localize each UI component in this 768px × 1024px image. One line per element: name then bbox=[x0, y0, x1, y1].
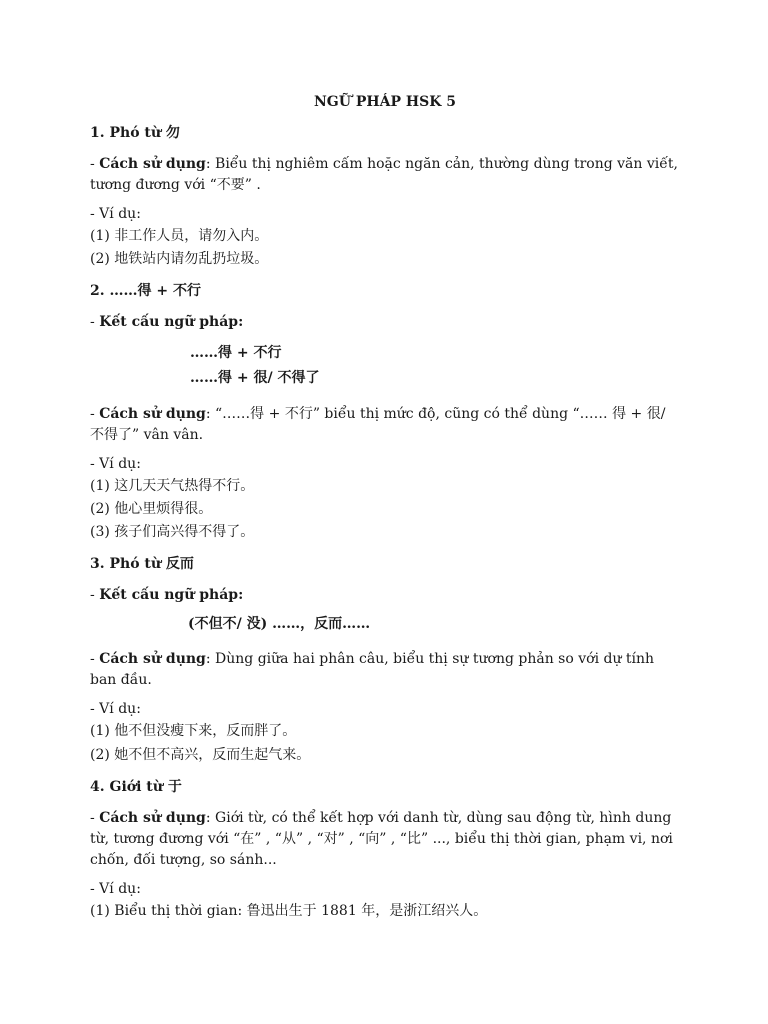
usage-label: Cách sử dụng bbox=[99, 809, 206, 826]
usage-label: Cách sử dụng bbox=[99, 406, 206, 423]
example-sentence: (1) 非工作人员，请勿入内。 bbox=[90, 228, 269, 244]
grammar-formula: ……得 + 很/ 不得了 bbox=[190, 369, 320, 386]
section-4 bbox=[90, 777, 680, 923]
example-sentence: (3) 孩子们高兴得不得了。 bbox=[90, 524, 255, 541]
section-heading: 2. ……得 + 不行 bbox=[90, 283, 201, 300]
usage-text: : Biểu thị nghiêm cấm hoặc ngăn cản, thường dùng trong văn viết, tương đương với “不要” . bbox=[90, 156, 678, 193]
document-title: NGỮ PHÁP HSK 5 bbox=[314, 94, 456, 110]
grammar-formula: ……得 + 不行 bbox=[190, 345, 282, 362]
section-heading: 1. Phó từ 勿 bbox=[90, 125, 180, 141]
structure-label: Kết cấu ngữ pháp bbox=[99, 587, 239, 604]
example-sentence: (1) 这几天天气热得不行。 bbox=[90, 478, 255, 495]
usage-paragraph: - Cách sử dụng: Giới từ, có thể kết hợp với danh từ, dùng sau động từ, hình dung từ, tương đương với “在” , “从” , “对” , “向” , “比” ..., biểu thị thời gian, phạm vi, nơi chốn, đối tượng, so sánh... bbox=[90, 809, 673, 868]
usage-paragraph: - Cách sử dụng: Biểu thị nghiêm cấm hoặc ngăn cản, thường dùng trong văn viết, tương đương với “不要” . bbox=[90, 156, 678, 193]
example-sentence: (2) 她不但不高兴，反而生起气来。 bbox=[90, 746, 311, 763]
formula-block bbox=[90, 341, 680, 390]
usage-text: : Dùng giữa hai phân câu, biểu thị sự tương phản so với dự tính ban đầu. bbox=[90, 651, 655, 689]
usage-paragraph: - Cách sử dụng: “……得 + 不行” biểu thị mức độ, cũng có thể dùng “…… 得 + 很/ 不得了” vân vân. bbox=[90, 406, 666, 444]
section-1 bbox=[90, 123, 680, 271]
usage-label: Cách sử dụng bbox=[99, 156, 206, 172]
example-label: - Ví dụ: bbox=[90, 456, 141, 473]
document-page bbox=[90, 92, 680, 933]
example-label: - Ví dụ: bbox=[90, 880, 141, 897]
grammar-formula: (不但不/ 没) ……，反而…… bbox=[188, 616, 371, 633]
example-label: - Ví dụ: bbox=[90, 206, 141, 222]
example-label: - Ví dụ: bbox=[90, 701, 141, 718]
usage-text: : “……得 + 不行” biểu thị mức độ, cũng có thể dùng “…… 得 + 很/ 不得了” vân vân. bbox=[90, 406, 666, 444]
example-block bbox=[90, 879, 680, 923]
example-sentence: (2) 他心里烦得很。 bbox=[90, 501, 213, 518]
example-block bbox=[90, 699, 680, 766]
section-3 bbox=[90, 554, 680, 766]
example-sentence: (2) 地铁站内请勿乱扔垃圾。 bbox=[90, 251, 269, 268]
structure-label: Kết cấu ngữ pháp bbox=[99, 314, 239, 331]
example-sentence: (1) 他不但没瘦下来，反而胖了。 bbox=[90, 723, 297, 740]
section-heading: 3. Phó từ 反而 bbox=[90, 556, 194, 573]
section-2 bbox=[90, 281, 680, 544]
usage-text: : Giới từ, có thể kết hợp với danh từ, dùng sau động từ, hình dung từ, tương đương với “在” , “从” , “对” , “向” , “比” ..., biểu thị thời gian, phạm vi, nơi chốn, đối tượng, so sánh... bbox=[90, 809, 673, 868]
usage-paragraph: - Cách sử dụng: Dùng giữa hai phân câu, biểu thị sự tương phản so với dự tính ban đầu. bbox=[90, 651, 655, 689]
section-heading: 4. Giới từ 于 bbox=[90, 778, 182, 795]
usage-label: Cách sử dụng bbox=[99, 651, 206, 668]
example-sentence: (1) Biểu thị thời gian: 鲁迅出生于 1881 年，是浙江绍兴人。 bbox=[90, 902, 488, 919]
structure-paragraph: - Kết cấu ngữ pháp: bbox=[90, 587, 244, 604]
example-block bbox=[90, 204, 680, 271]
example-block bbox=[90, 454, 680, 544]
structure-paragraph: - Kết cấu ngữ pháp: bbox=[90, 314, 244, 331]
